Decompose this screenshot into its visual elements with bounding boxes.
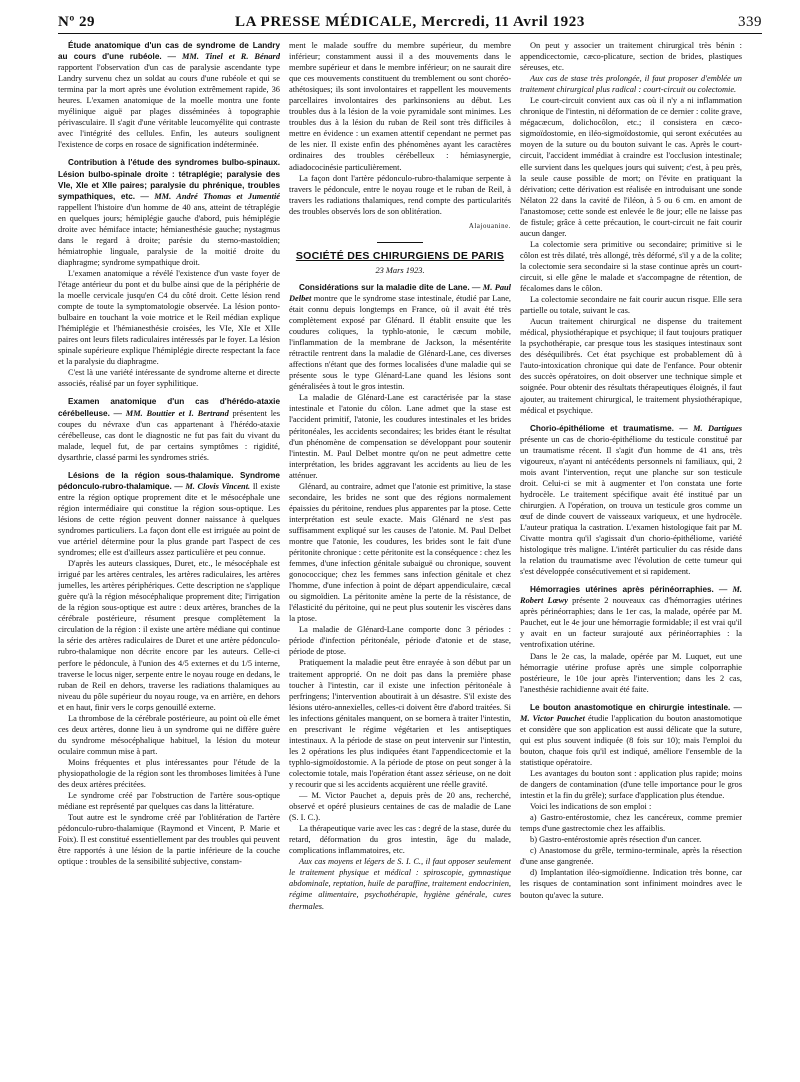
article-paragraph: L'examen anatomique a révélé l'existence d'un vaste foyer de l'étage antérieur du pont et du bulbe ainsi que de la périphérie de la moelle cervicale jusqu'en C4 du côté droit. Cette lésion rend compte de toute la symptomatologie observée. La lésion ponto-bulbaire en touchant la voie motrice et le Reil médian explique l'hémiplégie et l'hémianesthésie croisées, les VIe, XIe et XIIe paires ont leurs filets radiculaires intéressés par le foyer. La lésion spinale supérieure explique l'hémiplégie directe respectant la face et la paralysie du diaphragme. (58, 268, 280, 367)
article-paragraph: La thrombose de la cérébrale postérieure, au point où elle émet ces deux artères, donne lieu à un syndrome qui ne diffère guère du syndrome mésocéphalique habituel, la lésion du moteur oculaire commun mise à part. (58, 713, 280, 756)
article-paragraph: Aucun traitement chirurgical ne dispense du traitement médical, physiothérapique et psychique; il faut toujours pratiquer la psychothérapie, car presque tous les stasiques intestinaux sont des déséquilibrés. Cet état psychique est probablement dû à l'auto-intoxication chronique qui date de l'enfance. Pour obtenir des succès opératoires, on doit observer une technique simple et soignée. Pour obtenir des résultats thérapeutiques éloignés, il faut ajouter, au traitement chirurgical, le traitement physiothérapique, médical et psychique. (520, 317, 742, 415)
column-1 (58, 40, 280, 1072)
article-title: Hémorragies utérines après périnéorraphies. (530, 585, 714, 595)
article-paragraph: Moins fréquentes et plus intéressantes pour l'étude de la physiopathologie de la région sont les thromboses limitées à l'une des deux artères précitées. (58, 757, 280, 790)
article-text: rapportent l'observation d'un cas de paralysie ascendante type Landry survenu chez un soldat au cours d'une rubéole et qui se termina par la mort après une évolution extrêmement rapide, 36 heures. L'examen anatomique de la moelle montra une fonte myélinique aiguë par plages disséminées à topographie périvasculaire. Il s'agit d'une véritable leucomyélite qui contraste avec l'intégrité des cellules. Enfin, les auteurs soulignent l'existence de corps en rosace de signification indéterminée. (58, 63, 280, 150)
article-hemorragies (520, 584, 742, 650)
article-paragraph: La colectomie secondaire ne fait courir aucun risque. Elle sera partielle ou totale, suivant le cas. (520, 295, 742, 316)
article-paragraph: Dans le 2e cas, la malade, opérée par M. Luquet, eut une hémorragie utérine profuse après une simple colporraphie postérieure, le 10e jour après l'intervention; dans les 2 cas, l'anesthésie rachidienne avait été faite. (520, 651, 742, 694)
article-chorio (520, 423, 742, 578)
article-authors: — MM. André Thomas et Jumentié (140, 191, 280, 201)
article-authors: — M. Paul Delbet (289, 282, 511, 303)
list-item: a) Gastro-entérostomie, chez les cancéreux, comme premier temps d'une gastrectomie chez les affaiblis. (520, 813, 742, 834)
column-2 (289, 40, 511, 1072)
article-paragraph: D'après les auteurs classiques, Duret, etc., le mésocéphale est irrigué par les artères centrales, les artères radiculaires, les artères jumelles, les artères périphériques. Cette description ne s'applique guère qu'à la région mésocéphalique proprement dite; l'irrigation de la région sous-optique est autre : deux artères, branches de la cérébrale postérieure, résument presque complètement la circulation de la région : il existe une artère médiane qui continue la série des artères radiculaires de Duret et une artère pédonculo-rubro-thalamique non décrite encore par les auteurs. Celle-ci perfore le pédoncule, à l'union des 4/5 externes et du 1/5 interne, traverse le locus niger, serpente entre le noyau rouge en dedans, le ruban de Reil en dehors, traverse les radiations thalamiques au niveau du pôle supérieur du noyau rouge, va en arrière, en dehors et en haut, finir vers le corps genouillé externe. (58, 559, 280, 712)
article-title: Lésions de la région sous-thalamique. Syndrome pédonculo-rubro-thalamique. (58, 470, 280, 491)
list-item: d) Implantation iléo-sigmoïdienne. Indication très bonne, car les risques de contamination sont infiniment moindres avec le bouton qu'avec la suture. (520, 868, 742, 900)
article-title: Examen anatomique d'un cas d'hérédo-ataxie cérébelleuse. (58, 397, 280, 418)
article-authors: — MM. Bouttier et I. Bertrand (113, 408, 229, 418)
article-paragraph: Le syndrome créé par l'obstruction de l'artère sous-optique médiane est représenté par quelques cas dans la littérature. (58, 791, 280, 812)
article-paragraph: ment le malade souffre du membre supérieur, du membre inférieur; constamment aussi il a des mouvements dans le membre supérieur et dans le membre inférieur; on ne saurait dire que ces mouvements constituent du tremblement ou sont choréo-athétosiques; ils sont involontaires et rappellent les mouvements parcellaires involontaires des parkinsoniens au début. Les troubles dus à la lésion de la voie pyramidale sont minimes. Les troubles dus à la lésion du ruban de Reil sont très difficiles à mettre en évidence : un examen attentif cependant ne permet pas de les nier. Il existe enfin des phénomènes ayant les caractères ordinaires des troubles cérébelleux : hémiasynergie, adiadococinésie particulièrement. (289, 41, 511, 172)
article-authors: — M. Victor Pauchet (520, 702, 742, 723)
article-text: présentent les coupes du névraxe d'un cas appartenant à l'hérédo-ataxie cérébelleuse, cas dont le diagnostic ne fut pas fait du vivant du malade, lequel fut, de par certains symptômes : rigidité, dysarthrie, classé parmi les syndromes striés. (58, 408, 280, 462)
issue-number: Nº 29 (58, 14, 96, 30)
article-lesions (58, 470, 280, 558)
article-authors: — M. Dartigues (679, 423, 742, 433)
author-signature: Alajouanine. (468, 222, 511, 230)
article-text: montre que le syndrome stase intestinale, étudié par Lane, était connu depuis longtemps en France, où il avait été très complètement exposé par Glénard. Il établit ensuite que les coudures coliques, la typhlo-atonie, le cæcum mobile, l'inflammation de la membrane de Jackson, la mésentérite rétractile rentrent dans la maladie de Glénard-Lane, ces diverses affections n'étant que des formes localisées d'une maladie qui se présente sous le type Glénard-Lane quand les lésions sont généralisées à tout le gros intestin. (289, 293, 511, 392)
article-contribution (58, 157, 280, 267)
article-title: Étude anatomique d'un cas de syndrome de Landry au cours d'une rubéole. (58, 41, 280, 62)
header-rule (58, 33, 762, 34)
article-paragraph: Glénard, au contraire, admet que l'atonie est primitive, la stase secondaire, les brides ne sont que des régions normalement épaissies du péritoine, rendues plus apparentes par la ptose. Cette interprétation est seule exacte. Mais Glénard ne s'est pas suffisamment expliqué sur les causes de l'atonie. M. Paul Delbet montre que l'atonie, les coudures, les brides sont le fait d'une péritonite chronique : cette péritonite est la conséquence : chez les femmes, d'une infection génitale subaiguë ou chronique, souvent gonococcique; chez les femmes sans infection génitale et chez l'homme, d'une infection à point de départ appendiculaire, cæcal ou sigmoïdien. La péritonite amène la perte de la résistance, de l'élasticité du péritoine, qui ne peut plus soutenir les viscères dans la ptose. (289, 481, 511, 624)
article-text: rappellent l'histoire d'un homme de 40 ans, atteint de tétraplégie en quelques jours; hémiplégie gauche d'abord, puis hémiplégie droite avec hémiface intacte; hémianesthésie gauche; nystagmus dans le regard à droite; parésie du sterno-mastoïdien; hémiatrophie linguale, paralysie de la moitié droite du diaphragme; syndrome sympathique droit. (58, 202, 280, 267)
session-date: 23 Mars 1923. (375, 265, 425, 275)
article-paragraph: Tout autre est le syndrome créé par l'oblitération de l'artère pédonculo-rubro-thalamique (Raymond et Vincent, P. Marie et Foix). Il est constitué essentiellement par des troubles qui peuvent être rapportés à une lésion de la partie inférieure de la couche optique : troubles de la sensibilité subjective, constam- (58, 813, 280, 867)
article-paragraph: Les avantages du bouton sont : application plus rapide; moins de dangers de contamination (d'une telle importance pour le gros intestin et la fin du grêle); surface d'application plus étendue. (520, 769, 742, 801)
article-etude (58, 40, 280, 150)
article-text: présente 2 nouveaux cas d'hémorragies utérines après périnéorraphies; dans le 1er cas, la malade, opérée par M. Pauchet, eut le 4e jour une hémorragie formidable; il est vrai qu'il y avait en un facteur surajouté aux périnéorraphies : la ventrofixation utérine. (520, 596, 742, 650)
list-item: b) Gastro-entérostomie après résection d'un cancer. (530, 835, 702, 845)
article-paragraph: C'est là une variété intéressante de syndrome alterne et directe associés, réalisé par un foyer syphilitique. (58, 368, 280, 389)
article-paragraph: Le court-circuit convient aux cas où il n'y a ni inflammation chronique de l'intestin, ni déformation de ce dernier : colite grave, mégacæcum, dolichocôlon, etc.; il consistera en cæco-sigmoïdostomie, en iléo-sigmoïdostomie, qui seront exécutées au moyen de la suture ou du bouton suivant le cas. Après le court-circuit, l'accident immédiat à craindre est l'occlusion intestinale; elle survient dans les quelques jours qui suivent; c'est, à peu près, la seule cause possible de mort; on l'évite en pratiquant la dérivation; cette dérivation est réalisée en introduisant une sonde Nélaton 22 dans la cavité de l'iléon, à 5 ou 6 cm. en amont de l'anastomose; cette sonde est enlevée le 8e jour; elle ne laisse pas de fistule; grâce à cette précaution, le court-circuit ne fait courir aucun danger. (520, 96, 742, 238)
article-text: Il existe entre la région optique proprement dite et le mésocéphale une région intermédiaire qui constitue la région sous-optique. Les lésions de cette région peuvent donner naissance à quelques syndromes particuliers. La façon dont elle est irriguée au point de vue artériel détermine pour la plus grande part l'aspect de ces syndromes; elle est d'ailleurs assez particulière et peu connue. (58, 481, 280, 558)
article-title: Considérations sur la maladie dite de Lane. (299, 282, 470, 292)
journal-title: LA PRESSE MÉDICALE, Mercredi, 11 Avril 1923 (235, 14, 585, 30)
article-paragraph: La maladie de Glénard-Lane est caractérisée par la stase intestinale et l'atonie du côlon. Lane admet que la stase est l'accident primitif, l'atonie, les coudures intestinales et les brides péritonéales, les accidents secondaires; les brides étant le résultat d'un phénomène de compensation se développant pour soutenir l'intestin. M. Paul Delbet montre qu'on ne peut admettre cette interprétation, les brides aggravant les accidents au lieu de les atténuer. (289, 393, 511, 480)
section-divider (377, 242, 423, 243)
article-paragraph: — M. Victor Pauchet a, depuis près de 20 ans, recherché, observé et opéré plusieurs centaines de cas de maladie de Lane (S. I. C.). (289, 791, 511, 823)
article-paragraph: On peut y associer un traitement chirurgical très bénin : appendicectomie, cæco-plicature, section de brides, plastiques séreuses, etc. (520, 41, 742, 73)
article-text: étudie l'application du bouton anastomotique et considère que son application est aussi délicate que la suture, qui est plus souvent indiquée (8 fois sur 10); mais l'emploi du bouton, chaque fois qu'il est indiqué, améliore l'ensemble de la statistique opératoire. (520, 713, 742, 767)
article-paragraph: La maladie de Glénard-Lane comporte donc 3 périodes : période d'infection péritonéale, période d'atonie et de stase, période de ptose. (289, 625, 511, 657)
article-bouton (520, 702, 742, 768)
article-paragraph: Aux cas moyens et légers de S. I. C., il faut opposer seulement le traitement physique et médical : spiroscopie, gymnastique abdominale, reptation, huile de paraffine, traitement endocrinien, régime alimentaire, psychothérapie, hygiène générale, cures thermales. (289, 857, 511, 911)
article-paragraph: Voici les indications de son emploi : (530, 802, 652, 812)
article-lane (289, 282, 511, 392)
article-title: Le bouton anastomotique en chirurgie intestinale. (530, 702, 731, 712)
article-paragraph: La thérapeutique varie avec les cas : degré de la stase, durée du retard, déformation du gros intestin, âge du malade, complications inflammatoires, etc. (289, 824, 511, 856)
article-examen (58, 396, 280, 462)
article-authors: — MM. Tinel et R. Bénard (167, 52, 280, 62)
article-title: Chorio-épithéliome et traumatisme. (530, 423, 674, 433)
article-title: Contribution à l'étude des syndromes bulbo-spinaux. Lésion bulbo-spinale droite : tétraplégie; paralysie des VIe, XIe et XIIe paires; paralysie du phrénique, troubles sympathiques, etc. (58, 158, 280, 201)
article-authors: — M. Robert Lœwy (520, 585, 742, 606)
list-item: c) Anastomose du grêle, termino-terminale, après la résection d'une anse gangrenée. (520, 846, 742, 867)
article-paragraph: La façon dont l'artère pédonculo-rubro-thalamique serpente à travers le pédoncule, entre le noyau rouge et le ruban de Reil, à travers les radiations thalamiques, rend compte des particularités des troubles observés lors de son oblitération. (289, 173, 511, 216)
article-authors: — M. Clovis Vincent. (174, 481, 251, 491)
article-text: présente un cas de chorio-épithéliome du testicule constitué par un traumatisme récent. Il s'agit d'un homme de 41 ans, très vigoureux, n'ayant ni antécédents personnels ni familiaux, qui, 2 mois avant l'intervention, reçut une planche sur son testicule droit. Celui-ci se mit à augmenter et l'on constata une forte hydrocèle. Le traitement spécifique avait été institué par un chirurgien. A l'opération, on trouva un testicule gros comme un œuf de dinde couvert de vaisseaux variqueux, et une hydrocèle. L'auteur pratiqua la castration. L'examen histologique fait par M. Civatte montra qu'il s'agissait d'un chorio-épithéliome, variété histologique très maligne. L'intérêt particulier du cas réside dans la relation du traumatisme avec l'évolution de cette tumeur qui s'est développée consécutivement et si rapidement. (520, 434, 742, 577)
article-paragraph: Aux cas de stase très prolongée, il faut proposer d'emblée un traitement chirurgical plus radical : court-circuit ou colectomie. (520, 74, 742, 95)
article-paragraph: La colectomie sera primitive ou secondaire; primitive si le côlon est très dilaté, très allongé, très déformé, s'il y a de la colite; la colectomie sera secondaire si la stase continue après un court-circuit, si elle gêne le malade et s'accompagne de rétention, de fécalomes dans le côlon. (520, 239, 742, 294)
page-number: 339 (738, 14, 762, 30)
article-paragraph: Pratiquement la maladie peut être enrayée à son début par un traitement approprié. On ne doit pas dans la première phase toucher à l'intestin, car il existe une infection péritonéale à perfringens; l'intervention aboutirait à un désastre. S'il existe des lésions utéro-annexielles, celles-ci doivent être d'abord traitées. Si les infections génitales manquent, on se bornera à traiter l'intestin, en prescrivant le régime végétarien et les antiseptiques intestinaux. A la période de stase on peut intervenir sur l'intestin, les 2 opérations les plus indiquées étant l'appendicectomie et la typhlo-sigmoïdostomie. A la période de ptose on peut songer à la colectomie totale, mais l'opération étant assez sérieuse, on ne doit y recourir que si les accidents acquièrent une réelle gravité. (289, 658, 511, 789)
column-3 (520, 40, 742, 1072)
society-heading: SOCIÉTÉ DES CHIRURGIENS DE PARIS (295, 249, 505, 262)
